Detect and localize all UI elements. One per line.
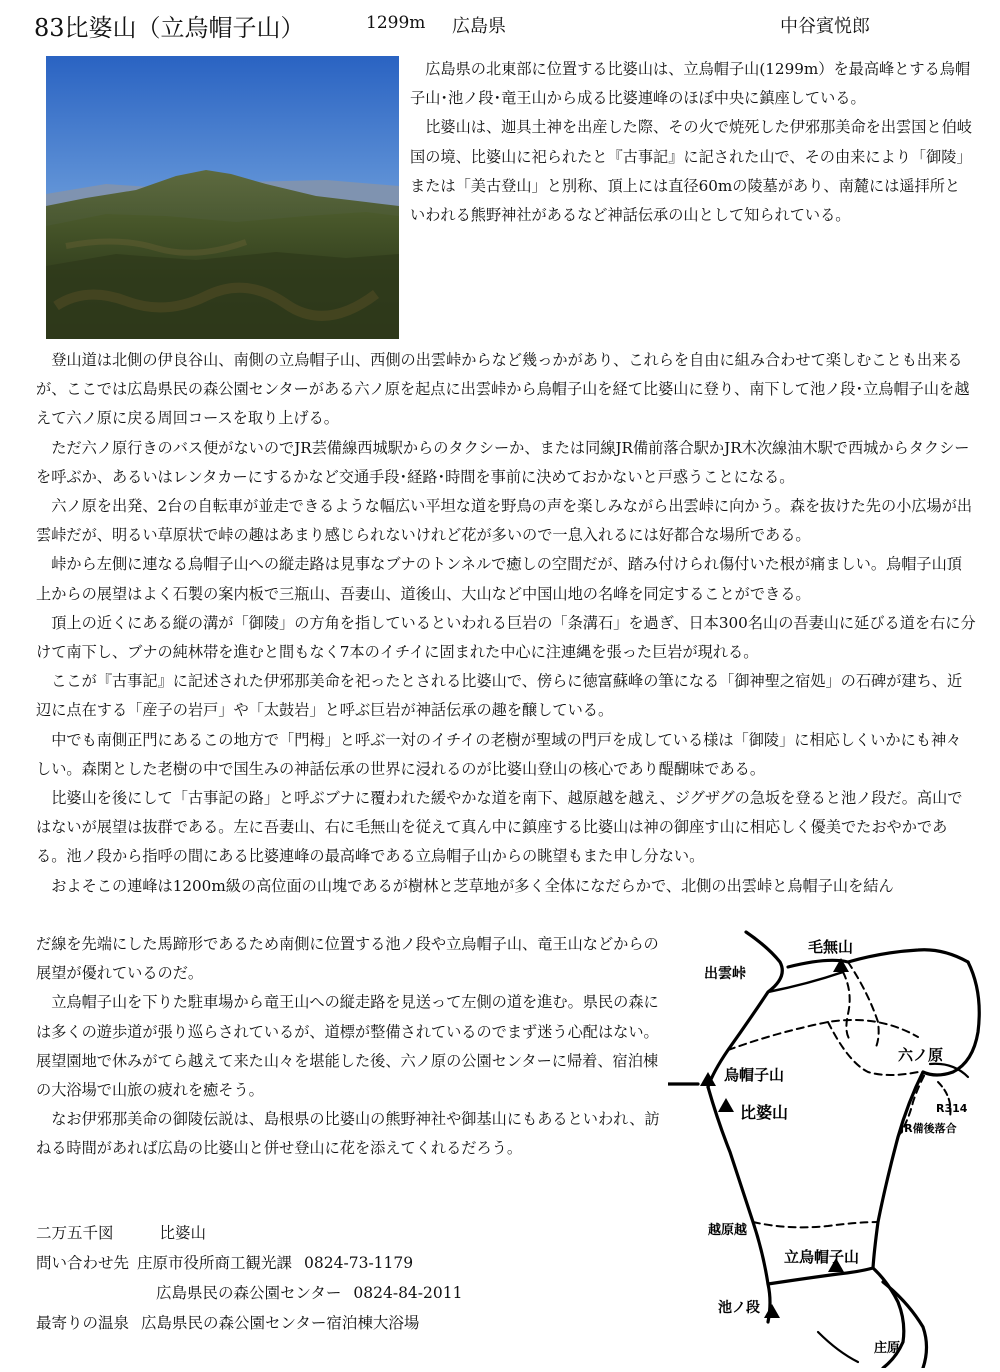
- paragraph: 頂上の近くにある縦の溝が「御陵」の方角を指しているといわれる巨岩の「条溝石」を過ぎ、日本300名山の吾妻山に延びる道を右に分けて南下し、ブナの純林帯を進むと間もなく7本のイチイに固まれた中心に注連縄を張った巨岩が現れる。: [36, 613, 976, 662]
- page-title: 83比婆山（立烏帽子山）: [34, 14, 305, 42]
- map-label-tateeboshi: 立烏帽子山: [784, 1248, 860, 1266]
- map-label-kenashi: 毛無山: [808, 938, 854, 956]
- paragraph: およそこの連峰は1200m級の高位面の山塊であるが樹林と芝草地が多く全体になだらかで、北側の出雲峠と烏帽子山を結ん: [51, 876, 894, 895]
- paragraph: 比婆山は、迦具土神を出産した際、その火で焼死した伊邪那美命を出雲国と伯岐国の境、比婆山に祀られたと『古事記』に記された山で、その由来により「御陵」または「美古登山」と別称、頂上には直径60mの陵墓があり、南麓には遥拝所といわれる熊野神社があるなど神話伝承の山として知られている。: [410, 118, 972, 225]
- contact1-tel: 0824-73-1179: [304, 1254, 414, 1272]
- body-text-beside-photo: [410, 55, 972, 230]
- onsen-label: 最寄りの温泉: [36, 1314, 130, 1332]
- paragraph: 登山道は北側の伊良谷山、南側の立烏帽子山、西側の出雲峠からなど幾っかがあり、これらを自由に組み合わせて楽しむことも出来るが、ここでは広島県民の森公園センターがある六ノ原を起点に出雲峠から烏帽子山を経て比婆山に登り、南下して池ノ段･立烏帽子山を越えて六ノ原に戻る周回コースを取り上げる。: [36, 351, 970, 428]
- paragraph: なお伊邪那美命の御陵伝説は、島根県の比婆山の熊野神社や御基山にもあるといわれ、訪ねる時間があれば広島の比婆山と併せ登山に花を添えてくれるだろう。: [36, 1110, 660, 1158]
- paragraph: ただ六ノ原行きのバス便がないのでJR芸備線西城駅からのタクシーか、または同線JR備前落合駅かJR木次線油木駅で西城からタクシーを呼ぶか、あるいはレンタカーにするかなど交通手段･経路･時間を事前に決めておかないと戸惑うことになる。: [36, 438, 970, 486]
- trail: [728, 1020, 918, 1050]
- info-footer: [36, 1218, 462, 1338]
- author: 中谷賓悦郎: [780, 16, 870, 37]
- peak-marker-hiba: [718, 1098, 734, 1112]
- paragraph: 立烏帽子山を下りた駐車場から竜王山への縦走路を見送って左側の道を進む。県民の森には多くの遊歩道が張り巡らされているが、道標が整備されているのでまず迷う心配はない。展望園地で休みがてら越えて来た山々を堪能した後、六ノ原の公園センターに帰着、宿泊棟の大浴場で山旅の疲れを癒そう。: [36, 993, 659, 1100]
- road: [818, 1332, 858, 1362]
- map-label-koehara: 越原越: [708, 1223, 748, 1238]
- trail: [843, 972, 850, 1040]
- elevation: 1299m: [366, 13, 426, 33]
- mountain-photo: [46, 56, 399, 339]
- onsen-name: 広島県民の森公園センター宿泊棟大浴場: [141, 1314, 420, 1332]
- paragraph: 中でも南側正門にあるこの地方で「門栂」と呼ぶ一対のイチイの老樹が聖域の門戸を成している様は「御陵」に相応しくいかにも神々しい。森閑とした老樹の中で国生みの神話伝承の世界に浸れるのが比婆山登山の核心であり醍醐味である。: [36, 730, 962, 778]
- map-label-shobara: 庄原: [874, 1341, 901, 1356]
- paragraph: 比婆山を後にして「古事記の路」と呼ぶブナに覆われた緩やかな道を南下、越原越を越え、ジグザグの急坂を登ると池ノ段だ。高山ではないが展望は抜群である。左に吾妻山、右に毛無山を従えて真ん中に鎮座する比婆山は神の御座す山に相応しく優美でたおやかである。池ノ段から指呼の間にある比婆連峰の最高峰である立烏帽子山からの眺望もまた申し分ない。: [36, 789, 963, 866]
- road: [768, 1268, 873, 1284]
- paragraph: 広島県の北東部に位置する比婆山は、立烏帽子山(1299m）を最高峰とする烏帽子山･池ノ段･竜王山から成る比婆連峰のほぼ中央に鎮座している。: [410, 60, 971, 108]
- contact-row: [36, 1248, 462, 1278]
- map-label-route: R314: [936, 1102, 968, 1115]
- paragraph: 六ノ原を出発、2台の自転車が並走できるような幅広い平坦な道を野鳥の声を楽しみながら出雲峠に向かう。森を抜けた先の小広場が出雲峠だが、明るい草原状で峠の趣はあまり感じられないけれど花が多いので一息入れるには好都合な場所である。: [36, 497, 973, 545]
- map-label-hiba: 比婆山: [740, 1103, 789, 1122]
- road: [708, 1087, 770, 1322]
- road: [873, 1072, 923, 1268]
- road: [708, 932, 785, 1087]
- prefecture: 広島県: [452, 16, 506, 37]
- map-sheet-row: [36, 1218, 462, 1248]
- map-sheet-name: 比婆山: [159, 1224, 207, 1242]
- paragraph: 峠から左側に連なる烏帽子山への縦走路は見事なブナのトンネルで癒しの空間だが、踏み付けられ傷付いた根が痛ましい。烏帽子山頂上からの展望はよく石製の案内板で三瓶山、吾妻山、道後山、大山など中国山地の名峰を同定することができる。: [36, 555, 962, 603]
- map-label-station: JR備後落合: [900, 1122, 957, 1135]
- map-label-rokunohara: 六ノ原: [898, 1046, 944, 1064]
- onsen-row: [36, 1308, 462, 1338]
- contact-label: 問い合わせ先: [36, 1254, 130, 1272]
- paragraph: ここが『古事記』に記述された伊邪那美命を祀ったとされる比婆山で、傍らに徳富蘇峰の筆になる「御神聖之宿処」の石碑が建ち、近辺に点在する「産子の岩戸」や「太鼓岩」と呼ぶ巨岩が神話伝承の趣を醸している。: [36, 672, 963, 720]
- contact1-name: 庄原市役所商工観光課: [137, 1254, 293, 1272]
- contact2-name: 広島県民の森公園センター: [156, 1284, 342, 1302]
- map-sheet-label: 二万五千図: [36, 1224, 114, 1242]
- body-text-narrow: [36, 930, 666, 1164]
- peak-marker-ikenodan: [764, 1304, 780, 1318]
- map-label-eboshi: 烏帽子山: [724, 1066, 785, 1084]
- trail: [848, 962, 879, 1047]
- map-label-izumo: 出雲峠: [704, 966, 746, 982]
- body-text-full: [36, 346, 976, 901]
- route-map: [668, 922, 994, 1368]
- contact-row-2: [36, 1278, 462, 1308]
- paragraph: だ線を先端にした馬蹄形であるため南側に位置する池ノ段や立烏帽子山、竜王山などからの展望が優れているのだ。: [36, 935, 659, 983]
- trail: [753, 1222, 878, 1227]
- map-label-ikenodan: 池ノ段: [718, 1300, 760, 1316]
- contact2-tel: 0824-84-2011: [353, 1284, 463, 1302]
